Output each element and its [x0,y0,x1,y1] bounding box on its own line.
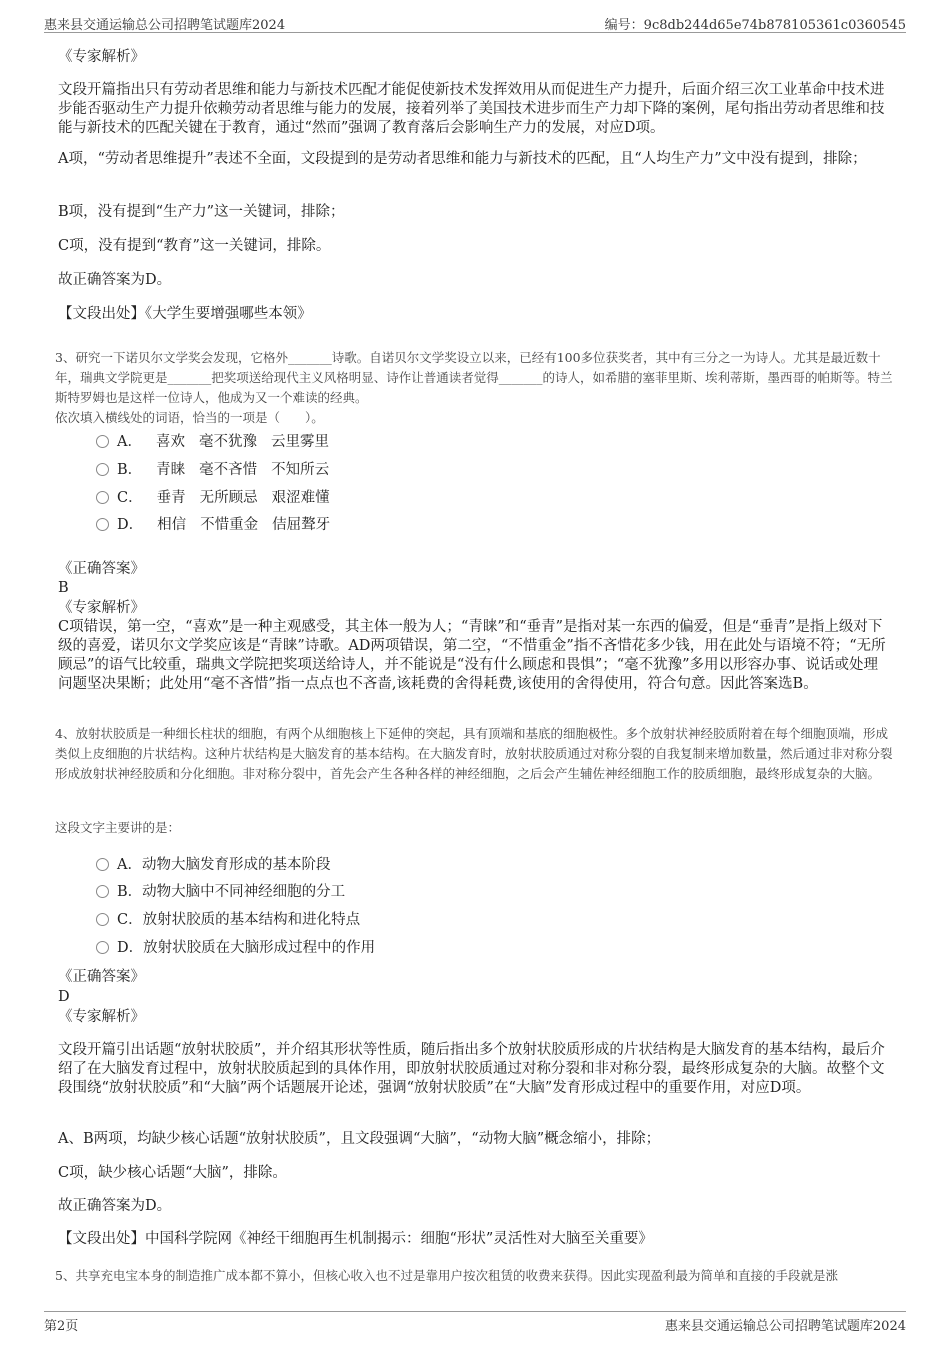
q4-option-a[interactable]: A．动物大脑发育形成的基本阶段 [96,855,330,875]
radio-icon[interactable] [96,913,109,926]
q4-correct-label: 《正确答案》 [58,969,145,985]
q2-option-a-note: A项，“劳动者思维提升”表述不全面，文段提到的是劳动者思维和能力与新技术的匹配，且“人均生产力”文中没有提到，排除； [58,151,867,167]
q2-source: 【文段出处】《大学生要增强哪些本领》 [58,306,312,322]
page-header [44,12,906,33]
q2-option-b-note: B项，没有提到“生产力”这一关键词，排除； [58,204,345,220]
q3-correct-label: 《正确答案》 [58,561,145,577]
q4-expert-label: 《专家解析》 [58,1009,145,1025]
q3-correct-answer: B [58,580,69,596]
q4-stem: 4、放射状胶质是一种细长柱状的细胞，有两个从细胞核上下延伸的突起，具有顶端和基底的细胞极性。多个放射状神经胶质附着在每个细胞顶端，形成类似上皮细胞的片状结构。这种片状结构是大脑发育的基本结构。在大脑发育时，放射状胶质通过对称分裂的自我复制来增加数量，然后通过非对称分裂形成放射状神经胶质和分化细胞。非对称分裂中，首先会产生各种各样的神经细胞，之后会产生辅佐神经细胞工作的胶质细胞，最终形成复杂的大脑。 [55,726,893,781]
radio-icon[interactable] [96,885,109,898]
q3-option-d[interactable]: D． 相信 不惜重金 佶屈聱牙 [96,515,330,535]
q2-option-c-note: C项，没有提到“教育”这一关键词，排除。 [58,238,331,254]
radio-icon[interactable] [96,518,109,531]
q3-option-a[interactable]: A． 喜欢 毫不犹豫 云里雾里 [96,432,329,452]
footer-title: 惠来县交通运输总公司招聘笔试题库2024 [664,1319,906,1334]
q4-ask: 这段文字主要讲的是： [55,820,181,835]
q4-correct-answer: D [58,989,70,1005]
q3-expert-label: 《专家解析》 [58,600,145,616]
q4-option-d[interactable]: D．放射状胶质在大脑形成过程中的作用 [96,938,375,958]
q4-source: 【文段出处】中国科学院网《神经干细胞再生机制揭示：细胞“形状”灵活性对大脑至关重要》 [58,1231,653,1247]
q2-analysis: 文段开篇指出只有劳动者思维和能力与新技术匹配才能促使新技术发挥效用从而促进生产力提升，后面介绍三次工业革命中技术进步能否驱动生产力提升依赖劳动者思维与能力的发展，接着列举了美国技术进步而生产力却下降的案例，尾句指出劳动者思维和技能与新技术的匹配关键在于教育，通过“然而”强调了教育落后会影响生产力的发展，对应D项。 [58,82,885,136]
radio-icon[interactable] [96,941,109,954]
q4-analysis: 文段开篇引出话题“放射状胶质”，并介绍其形状等性质，随后指出多个放射状胶质形成的片状结构是大脑发育的基本结构，最后介绍了在大脑发育过程中，放射状胶质起到的具体作用，即放射状胶质通过对称分裂和非对称分裂，最终形成复杂的大脑。故整个文段围绕“放射状胶质”和“大脑”两个话题展开论述，强调“放射状胶质”在“大脑”发育形成过程中的重要作用，对应D项。 [58,1042,885,1096]
q4-option-ab-note: A、B两项，均缺少核心话题“放射状胶质”，且文段强调“大脑”，“动物大脑”概念缩小，排除； [58,1131,661,1147]
radio-icon[interactable] [96,858,109,871]
header-serial: 编号：9c8db244d65e74b878105361c0360545 [604,18,906,33]
q3-stem: 3、研究一下诺贝尔文学奖会发现，它格外_______诗歌。自诺贝尔文学奖设立以来，已经有100多位获奖者，其中有三分之一为诗人。尤其是最近数十年，瑞典文学院更是_______把奖项送给现代主义风格明显、诗作让普通读者觉得_______的诗人，如希腊的塞菲里斯、埃利蒂斯，墨西哥的帕斯等。特兰斯特罗姆也是这样一位诗人，他成为又一个难读的经典。 [55,350,893,405]
q5-stem: 5、共享充电宝本身的制造推广成本都不算小，但核心收入也不过是靠用户按次租赁的收费来获得。因此实现盈利最为简单和直接的手段就是涨 [55,1268,838,1283]
radio-icon[interactable] [96,491,109,504]
q3-ask: 依次填入横线处的词语，恰当的一项是（ ）。 [55,410,324,425]
page-number: 第2页 [44,1319,79,1334]
q4-option-b[interactable]: B．动物大脑中不同神经细胞的分工 [96,882,345,902]
radio-icon[interactable] [96,435,109,448]
q4-answer: 故正确答案为D。 [58,1198,172,1214]
q4-option-c-note: C项，缺少核心话题“大脑”，排除。 [58,1165,287,1181]
q3-option-c[interactable]: C． 垂青 无所顾忌 艰涩难懂 [96,488,330,508]
q3-option-b[interactable]: B． 青睐 毫不吝惜 不知所云 [96,460,329,480]
q2-answer: 故正确答案为D。 [58,272,172,288]
q3-analysis: C项错误，第一空，“喜欢”是一种主观感受，其主体一般为人；“青睐”和“垂青”是指对某一东西的偏爱，但是“垂青”是指上级对下级的喜爱，诺贝尔文学奖应该是“青睐”诗歌。AD两项错误，第二空，“不惜重金”指不吝惜花多少钱，用在此处与语境不符；“无所顾忌”的语气比较重，瑞典文学院把奖项送给诗人，并不能说是“没有什么顾虑和畏惧”；“毫不犹豫”多用以形容办事、说话或处理问题坚决果断；此处用“毫不吝惜”指一点点也不吝啬,该耗费的舍得耗费,该使用的舍得使用，符合句意。因此答案选B。 [58,619,886,692]
q2-expert-label: 《专家解析》 [58,49,145,65]
q4-option-c[interactable]: C．放射状胶质的基本结构和进化特点 [96,910,360,930]
header-title: 惠来县交通运输总公司招聘笔试题库2024 [44,18,286,33]
radio-icon[interactable] [96,463,109,476]
page-footer [44,1311,906,1334]
